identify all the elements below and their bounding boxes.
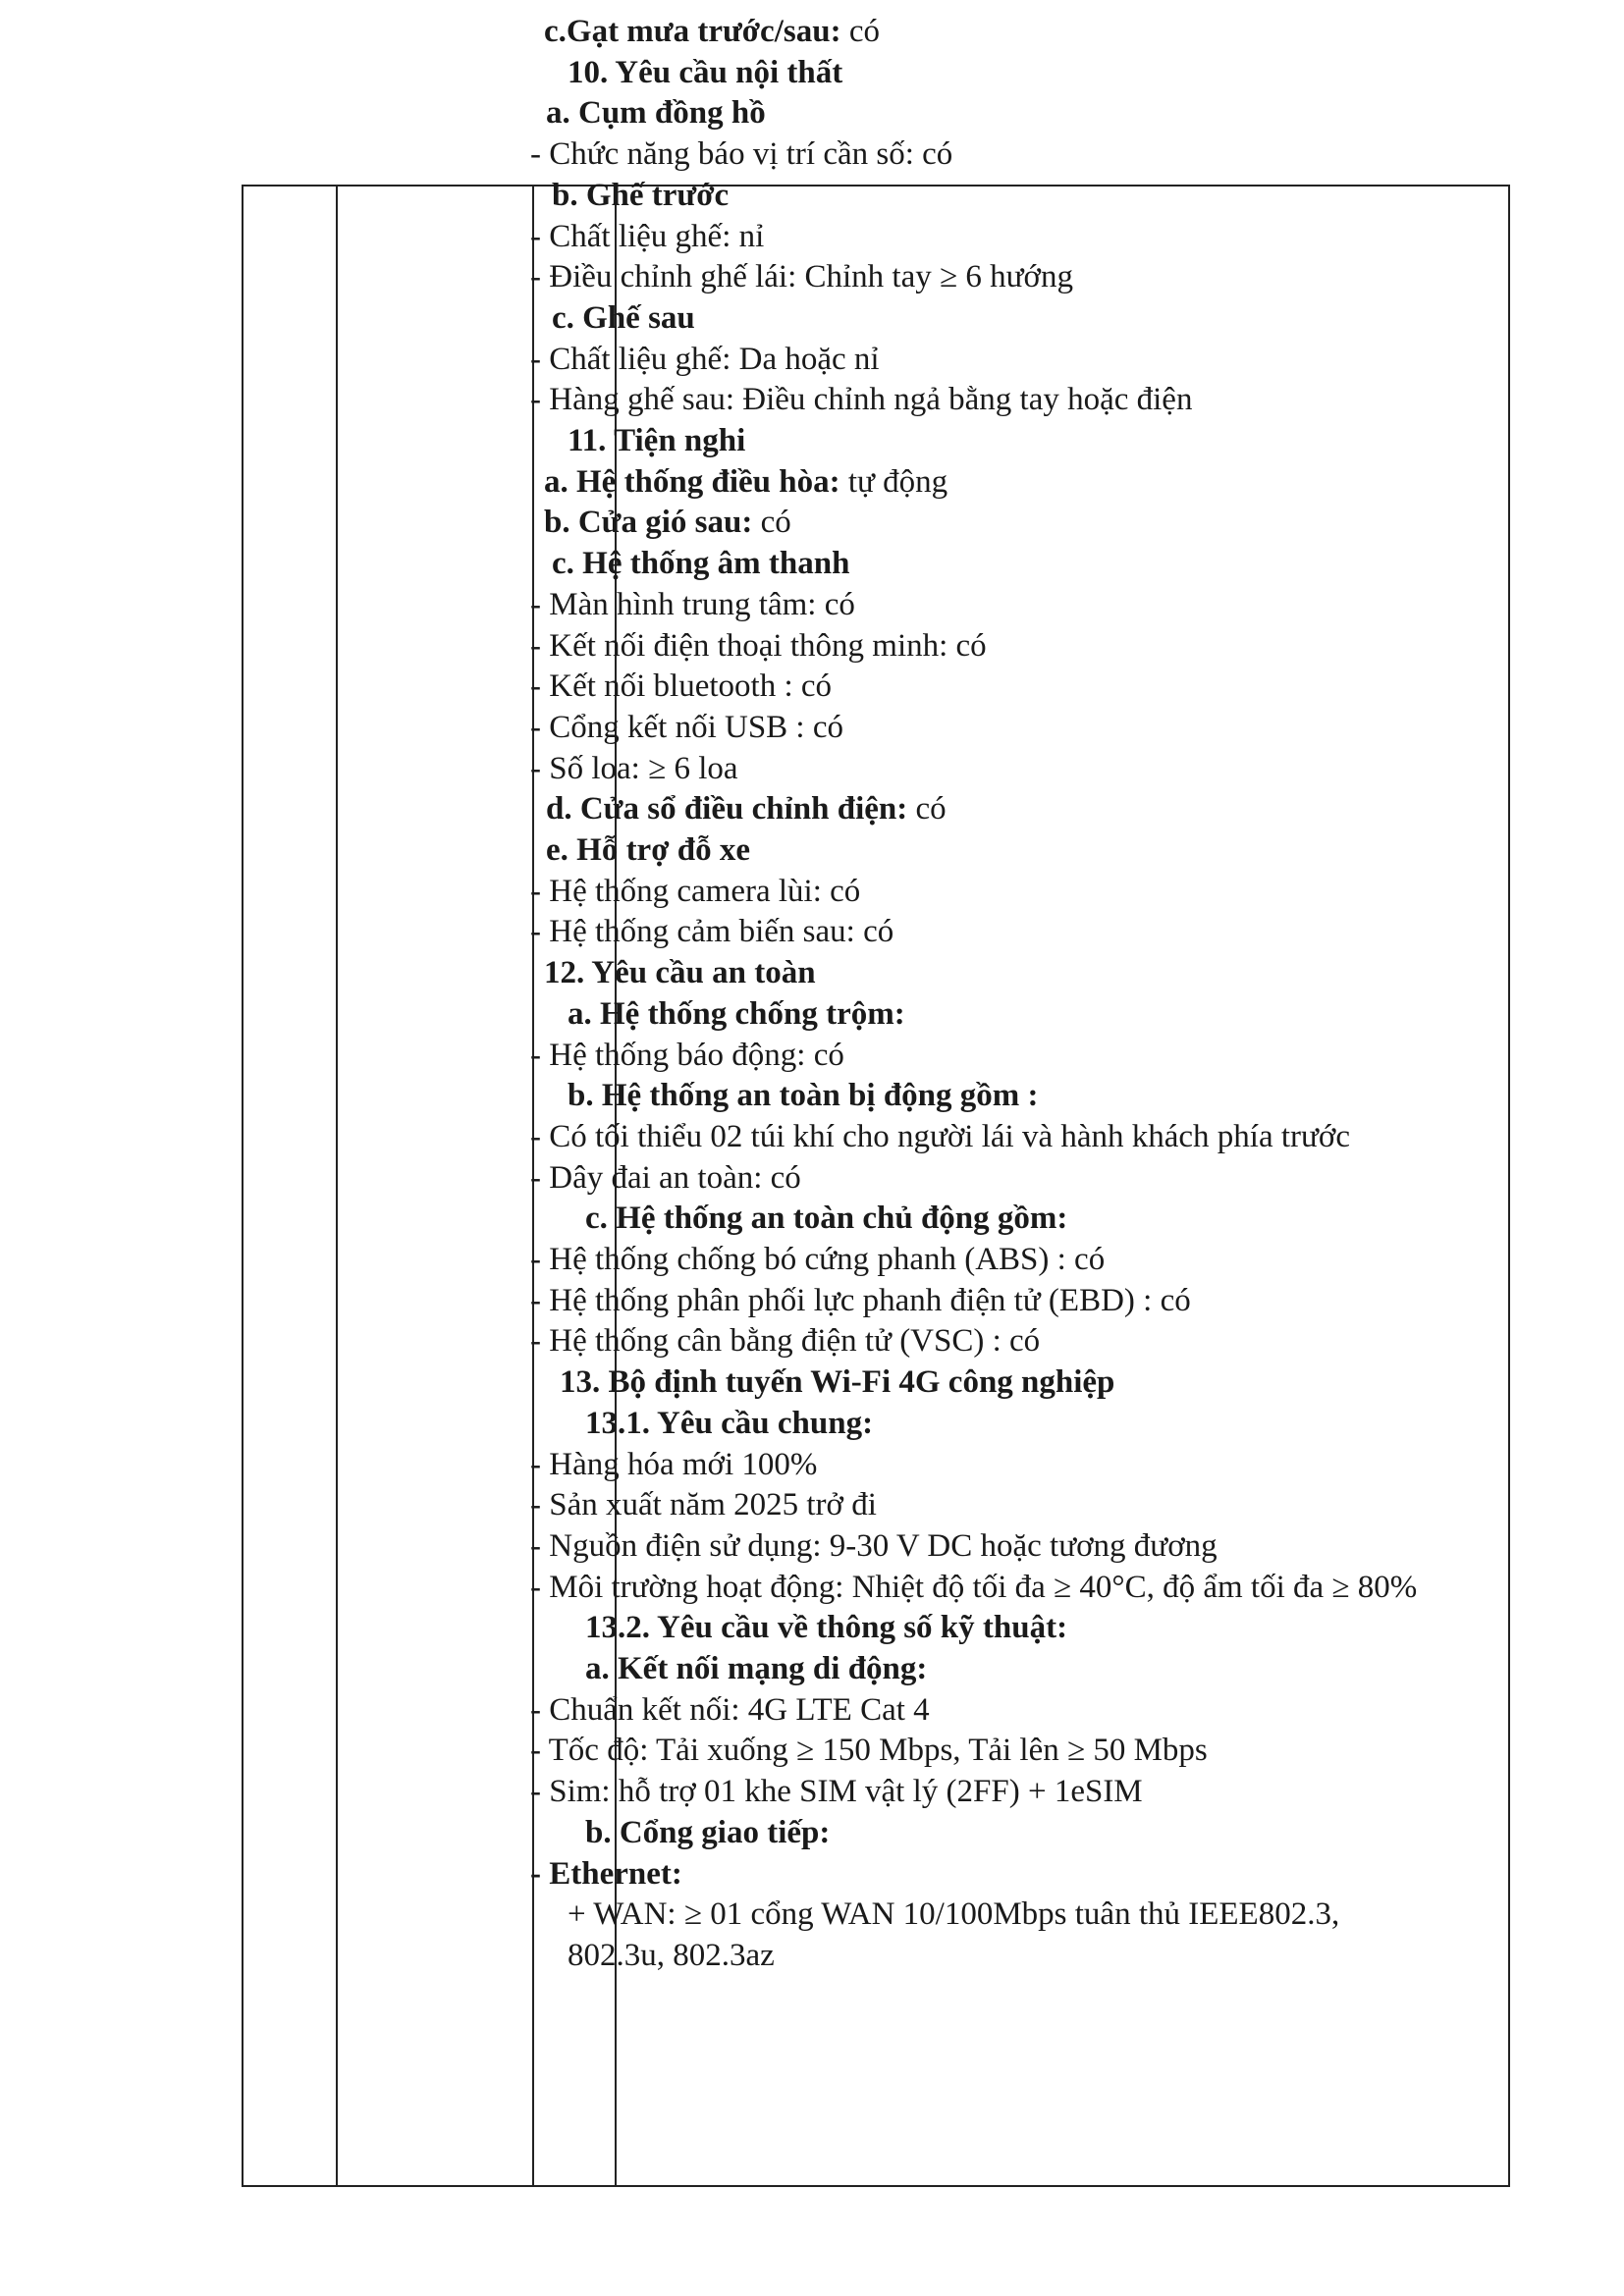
spec-heading [544, 12, 880, 51]
spec-value: có [907, 791, 947, 828]
spec-heading: 12. Yêu cầu an toàn [544, 955, 816, 991]
spec-heading [544, 503, 791, 542]
spec-line: - Có tối thiểu 02 túi khí cho người lái và hành khách phía trước [530, 1118, 1351, 1154]
spec-heading: 13.2. Yêu cầu về thông số kỹ thuật: [585, 1610, 1068, 1646]
spec-line: - Sim: hỗ trợ 01 khe SIM vật lý (2FF) + 1eSIM [530, 1774, 1143, 1810]
spec-line: - Màn hình trung tâm: có [530, 586, 855, 622]
spec-line: - Chức năng báo vị trí cần số: có [530, 136, 953, 173]
spec-heading [544, 462, 947, 502]
spec-line: - Nguồn điện sử dụng: 9-30 V DC hoặc tương đương [530, 1527, 1218, 1564]
spec-heading: e. Hỗ trợ đỗ xe [546, 832, 750, 868]
spec-heading: c. Hệ thống an toàn chủ động gồm: [585, 1201, 1068, 1237]
spec-line: - Kết nối điện thoại thông minh: có [530, 627, 987, 664]
column-divider-2 [336, 187, 338, 2185]
spec-value: tự động [839, 463, 948, 500]
spec-heading: b. Hệ thống an toàn bị động gồm : [568, 1078, 1039, 1114]
spec-heading: 11. Tiện nghi [568, 423, 746, 458]
spec-heading: b. Cổng giao tiếp: [585, 1814, 831, 1850]
spec-value: có [840, 14, 880, 49]
spec-line: - Hệ thống camera lùi: có [530, 873, 861, 909]
spec-line: - Chuẩn kết nối: 4G LTE Cat 4 [530, 1691, 930, 1728]
spec-line: - Cổng kết nối USB : có [530, 709, 843, 745]
spec-heading: 13.1. Yêu cầu chung: [585, 1405, 874, 1441]
spec-heading [546, 789, 947, 828]
spec-heading: b. Ghế trước [552, 177, 730, 213]
spec-line: - Tốc độ: Tải xuống ≥ 150 Mbps, Tải lên ≥ 50 Mbps [530, 1733, 1208, 1769]
spec-heading: a. Cụm đồng hồ [546, 95, 766, 132]
spec-line: - Hệ thống chống bó cứng phanh (ABS) : có [530, 1242, 1106, 1277]
spec-heading: 10. Yêu cầu nội thất [568, 54, 843, 90]
spec-line: - Hệ thống báo động: có [530, 1037, 844, 1073]
spec-label: a. Hệ thống điều hòa: [544, 463, 840, 500]
spec-line: - Hàng hóa mới 100% [530, 1446, 818, 1482]
spec-line: - Hàng ghế sau: Điều chỉnh ngả bằng tay hoặc điện [530, 382, 1193, 418]
spec-heading: c. Hệ thống âm thanh [552, 546, 850, 582]
spec-label: b. Cửa gió sau: [544, 505, 753, 541]
spec-line: - Dây đai an toàn: có [530, 1159, 801, 1196]
spec-line: - Hệ thống cân bằng điện tử (VSC) : có [530, 1323, 1041, 1360]
spec-line: - Số loa: ≥ 6 loa [530, 750, 738, 786]
spec-heading: - Ethernet: [530, 1855, 682, 1892]
spec-label: d. Cửa sổ điều chỉnh điện: [546, 791, 908, 828]
spec-line: - Môi trường hoạt động: Nhiệt độ tối đa ≥ 40°C, độ ẩm tối đa ≥ 80% [530, 1569, 1418, 1605]
spec-line: - Hệ thống phân phối lực phanh điện tử (EBD) : có [530, 1282, 1191, 1318]
spec-line: - Chất liệu ghế: Da hoặc nỉ [530, 341, 880, 377]
spec-line: + WAN: ≥ 01 cổng WAN 10/100Mbps tuân thủ IEEE802.3, [568, 1896, 1340, 1933]
spec-line: 802.3u, 802.3az [568, 1937, 775, 1973]
spec-label: c.Gạt mưa trước/sau: [544, 14, 841, 49]
spec-line: - Sản xuất năm 2025 trở đi [530, 1487, 877, 1523]
spec-heading: 13. Bộ định tuyến Wi-Fi 4G công nghiệp [560, 1364, 1115, 1401]
spec-line: - Điều chỉnh ghế lái: Chỉnh tay ≥ 6 hướng [530, 259, 1073, 295]
spec-heading: a. Hệ thống chống trộm: [568, 995, 905, 1032]
column-divider-1 [242, 187, 244, 2185]
spec-heading: a. Kết nối mạng di động: [585, 1651, 928, 1686]
spec-line: - Chất liệu ghế: nỉ [530, 218, 765, 254]
spec-value: có [752, 505, 791, 541]
spec-line: - Kết nối bluetooth : có [530, 668, 833, 705]
spec-line: - Hệ thống cảm biến sau: có [530, 914, 894, 950]
spec-heading: c. Ghế sau [552, 299, 695, 336]
